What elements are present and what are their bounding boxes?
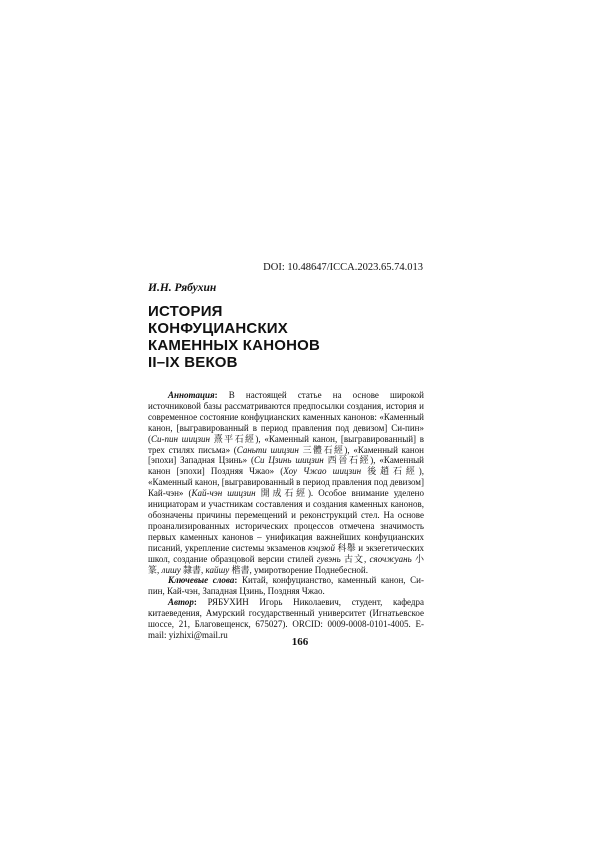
abstract-run: 科舉 и экзегетических школ, создание образцовой версии стилей xyxy=(148,542,424,564)
keywords-text: Китай, конфуцианство, каменный канон, Си-пин, Кай-чэн, Западная Цзинь, Поздняя Чжао. xyxy=(148,575,424,597)
abstract-run: 開成石經). Особое внимание уделено инициаторам и участникам составления и создания каменных канонов, обозначены причины перемещений и реконструкций стел. На основе проанализированных исторических процессов отмечена значимость первых каменных канонов – унификация важнейших конфуцианских писаний, укрепление системы экзаменов xyxy=(148,488,424,553)
abstract-run: 隸書, xyxy=(180,564,206,575)
abstract-run: 小篆, xyxy=(148,553,424,575)
abstract-run: 三體石經), «Каменный канон [эпохи] Западная Цзинь» ( xyxy=(148,444,424,466)
author-info-text: РЯБУХИН Игорь Николаевич, студент, кафедра китаеведения, Амурский государственный университет (Игнатьевское шоссе, 21, Благовещенск, 675027). ORCID: 0009-0008-0101-4005. E-mail: yizhixi@mail.ru xyxy=(148,597,424,640)
keywords-label: Ключевые слова xyxy=(168,575,235,586)
author-name: И.Н. Рябухин xyxy=(148,282,217,294)
abstract-run: 楷書, умиротворение Поднебесной. xyxy=(229,564,368,575)
abstract-run: 後趙石經), «Каменный канон, [выгравированный в период правления под девизом] Кай-чэн» ( xyxy=(148,466,424,499)
abstract-term: Кай-чэн шицзин xyxy=(191,488,256,499)
title-line: II–IX ВЕКОВ xyxy=(148,354,238,371)
title-line: КАМЕННЫХ КАНОНОВ xyxy=(148,337,321,354)
title-line: ИСТОРИЯ xyxy=(148,303,223,320)
abstract-term: Си-пин шицзин xyxy=(151,433,211,444)
abstract-term: гувэнь xyxy=(316,553,341,564)
abstract-term: кайшу xyxy=(205,564,230,575)
abstract-term: Си Цзинь шицзин xyxy=(254,455,324,466)
abstract-block xyxy=(148,390,424,641)
abstract-term: сяочжуань xyxy=(369,553,412,564)
abstract-text xyxy=(148,390,424,575)
author-info-label: Автор xyxy=(168,597,194,608)
abstract-paragraph: Аннотация: В настоящей статье на основе широкой источниковой базы рассматриваются предпосылки создания, история и современное состояние конфуцианских каменных канонов: «Каменный канон, [выгравированный в период правления под девизом] Си-пин» (Си-пин шицзин 熹平石經), «Каменный канон, [выгравированный] в трех стилях письма» (Саньти шицзин 三體石經), «Каменный канон [эпохи] Западная Цзинь» (Си Цзинь шицзин 西晉石經), «Каменный канон [эпохи] Поздняя Чжао» (Хоу Чжао шицзин 後趙石經), «Каменный канон, [выгравированный в период правления под девизом] Кай-чэн» (Кай-чэн шицзин 開成石經). Особое внимание уделено инициаторам и участникам составления и создания каменных канонов, обозначены причины перемещений и реконструкций стел. На основе проанализированных исторических процессов отмечена значимость первых каменных канонов – унификация важнейших конфуцианских писаний, укрепление системы экзаменов кэцзюй 科舉 и экзегетических школ, создание образцовой версии стилей гувэнь 古文, сяочжуань 小篆, лишу 隸書, кайшу 楷書, умиротворение Поднебесной. xyxy=(148,390,424,575)
author-info-paragraph: Автор: РЯБУХИН Игорь Николаевич, студент, кафедра китаеведения, Амурский государственный университет (Игнатьевское шоссе, 21, Благовещенск, 675027). ORCID: 0009-0008-0101-4005. E-mail: yizhixi@mail.ru xyxy=(148,597,424,640)
article-title xyxy=(148,303,448,371)
abstract-label: Аннотация xyxy=(168,390,215,400)
abstract-run: 熹平石經), «Каменный канон, [выгравированный] в трех стилях письма» ( xyxy=(148,433,424,455)
abstract-term: Саньти шицзин xyxy=(236,444,299,455)
abstract-run: В настоящей статье на основе широкой источниковой базы рассматриваются предпосылки создания, история и современное состояние конфуцианских каменных канонов: «Каменный канон, [выгравированный в период правления под девизом] Си-пин» ( xyxy=(148,390,424,444)
keywords-paragraph: Ключевые слова: Китай, конфуцианство, каменный канон, Си-пин, Кай-чэн, Западная Цзинь, Поздняя Чжао. xyxy=(148,575,424,597)
title-line: КОНФУЦИАНСКИХ xyxy=(148,320,288,337)
abstract-run: 西晉石經), «Каменный канон [эпохи] Поздняя Чжао» ( xyxy=(148,455,424,477)
abstract-term: Хоу Чжао шицзин xyxy=(283,466,362,477)
page-number: 166 xyxy=(291,636,309,648)
doi: DOI: 10.48647/ICCA.2023.65.74.013 xyxy=(263,262,423,273)
abstract-term: кэцзюй xyxy=(307,542,335,553)
abstract-run: 古文, xyxy=(340,553,370,564)
abstract-term: лишу xyxy=(161,564,181,575)
